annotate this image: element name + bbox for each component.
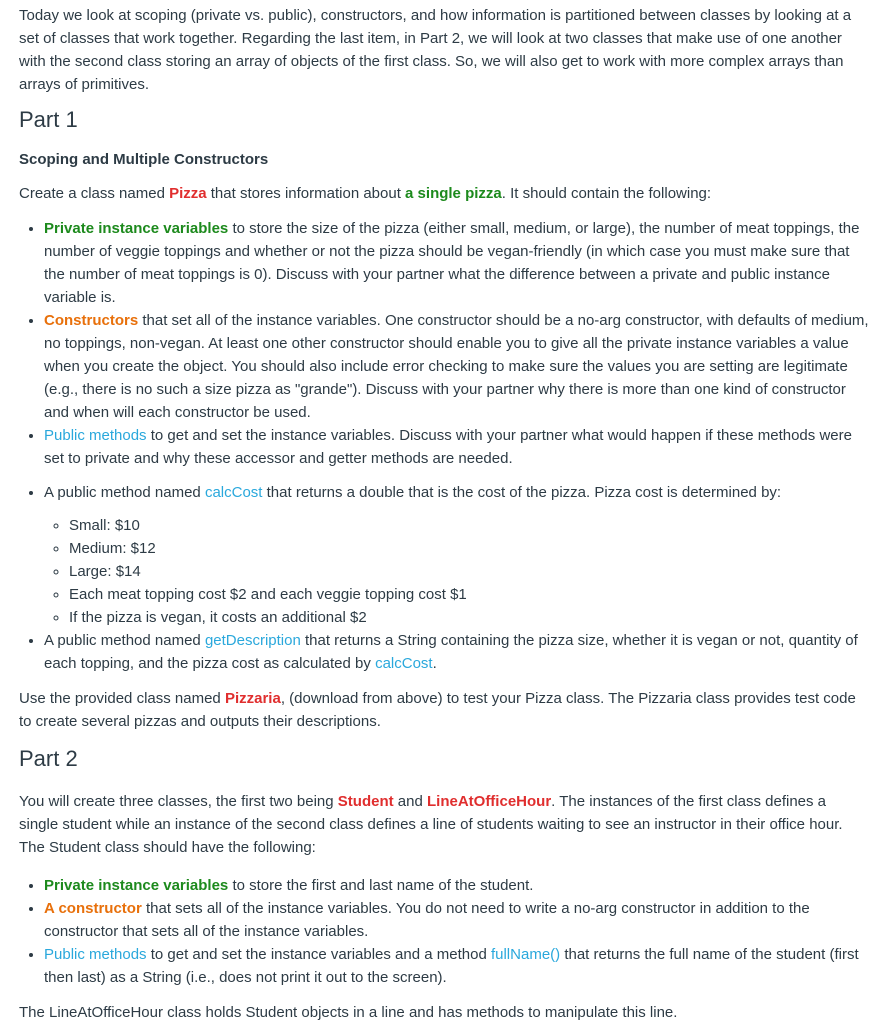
pricing-item: ◦ Large: $14 [69, 560, 869, 583]
list-item: • A constructor that sets all of the instance variables. You do not need to write a no-arg constructor in addition to the constructor that sets all of the instance variables. [44, 897, 869, 943]
student-requirements-list [19, 874, 869, 989]
list-item: • Private instance variables to store the first and last name of the student. [44, 874, 869, 897]
pizza-class-name: Pizza [169, 185, 207, 202]
pricing-item: ◦ Medium: $12 [69, 537, 869, 560]
list-item: • A public method named calcCost that returns a double that is the cost of the pizza. Pizza cost is determined by: ◦ Small: $10 ◦ Medium: $12 ◦ Large: $14 ◦ Each meat topping cost $2 and each veggie topping cost $1 ◦ If the pizza is vegan, it costs an additional $2 [44, 481, 869, 629]
public-methods-keyword: Public methods [44, 946, 147, 963]
pricing-item: ◦ If the pizza is vegan, it costs an additional $2 [69, 606, 869, 629]
list-item: • Public methods to get and set the instance variables. Discuss with your partner what would happen if these methods were set to private and why these accessor and getter methods are needed. [44, 424, 869, 470]
full-name-method: fullName() [490, 946, 561, 963]
line-class-name: LineAtOfficeHour [426, 793, 552, 810]
single-pizza-emphasis: a single pizza [405, 185, 502, 202]
closing-paragraph: The LineAtOfficeHour class holds Student objects in a line and has methods to manipulate this line. [19, 1004, 678, 1021]
list-item: • Constructors that set all of the instance variables. One constructor should be a no-arg constructor, with defaults of medium, no toppings, non-vegan. At least one other constructor should enable you to give all the private instance variables a value when you create the object. You should also include error checking to make sure the values you are setting are legitimate (e.g., there is no such a size pizza as "grande"). Discuss with your partner why there is more than one kind of constructor and when will each constructor be used. [44, 309, 869, 424]
private-vars-keyword: Private instance variables [44, 877, 229, 894]
part-1-subheading: Scoping and Multiple Constructors [19, 151, 269, 168]
part-1-heading: Part 1 [19, 107, 78, 132]
pricing-list [44, 514, 869, 629]
get-description-method: getDescription [204, 632, 301, 649]
private-vars-keyword: Private instance variables [44, 220, 229, 237]
pizzaria-class-name: Pizzaria [224, 690, 281, 707]
part-2-heading: Part 2 [19, 746, 78, 771]
part-2-intro: You will create three classes, the first two being Student and LineAtOfficeHour. The instances of the first class defines a single student while an instance of the second class defines a line of students waiting to see an instructor in their office hour. The Student class should have the following: [19, 793, 843, 856]
pricing-item: ◦ Small: $10 [69, 514, 869, 537]
calc-cost-reference: calcCost [375, 655, 433, 672]
list-item: • Private instance variables to store the size of the pizza (either small, medium, or large), the number of meat toppings, the number of veggie toppings and whether or not the pizza should be vegan-friendly (in which case you must make sure that the number of meat toppings is 0). Discuss with your partner what the difference between a private and public instance variable is. [44, 217, 869, 309]
student-class-name: Student [337, 793, 394, 810]
list-item: • A public method named getDescription that returns a String containing the pizza size, whether it is vegan or not, quantity of each topping, and the pizza cost as calculated by calcCost. [44, 629, 869, 675]
pizza-class-intro: Create a class named Pizza that stores information about a single pizza. It should contain the following: [19, 185, 712, 202]
intro-paragraph: Today we look at scoping (private vs. public), constructors, and how information is partitioned between classes by looking at a set of classes that work together. Regarding the last item, in Part 2, we will look at two classes that make use of one another with the second class storing an array of objects of the first class. So, we will also get to work with more complex arrays than arrays of primitives. [19, 7, 852, 93]
calc-cost-list [19, 481, 869, 675]
list-item: • Public methods to get and set the instance variables and a method fullName() that returns the full name of the student (first then last) as a String (i.e., does not print it out to the screen). [44, 943, 869, 989]
pizzaria-paragraph: Use the provided class named Pizzaria, (download from above) to test your Pizza class. The Pizzaria class provides test code to create several pizzas and outputs their descriptions. [19, 690, 856, 730]
public-methods-keyword: Public methods [44, 427, 147, 444]
constructor-keyword: A constructor [44, 900, 142, 917]
pizza-requirements-list [19, 217, 869, 470]
pricing-item: ◦ Each meat topping cost $2 and each veggie topping cost $1 [69, 583, 869, 606]
constructors-keyword: Constructors [44, 312, 139, 329]
calc-cost-method: calcCost [204, 484, 263, 501]
